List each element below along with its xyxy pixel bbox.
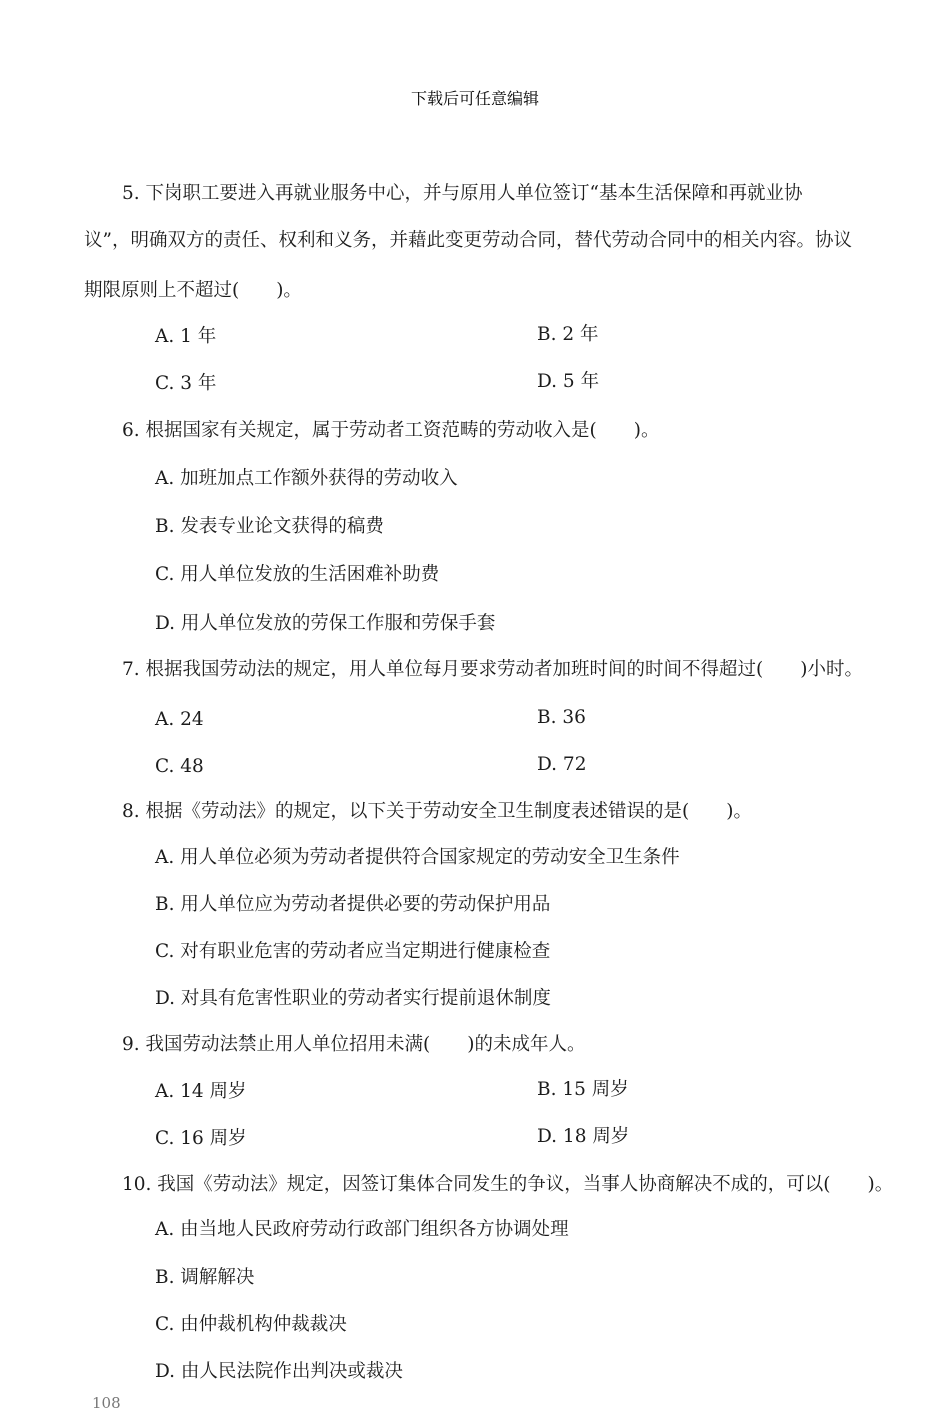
- question-5-line-3: 期限原则上不超过( )。: [84, 280, 302, 301]
- page-header: 下载后可任意编辑: [410, 89, 539, 108]
- question-9-line-1: 9. 我国劳动法禁止用人单位招用未满( )的未成年人。: [122, 1034, 586, 1055]
- question-8-option-a: A. 用人单位必须为劳动者提供符合国家规定的劳动安全卫生条件: [155, 847, 680, 868]
- question-10-option-d: D. 由人民法院作出判决或裁决: [155, 1361, 403, 1382]
- question-10-option-a: A. 由当地人民政府劳动行政部门组织各方协调处理: [155, 1219, 569, 1240]
- question-8-line-1: 8. 根据《劳动法》的规定，以下关于劳动安全卫生制度表述错误的是( )。: [122, 801, 752, 822]
- question-5-option-b: B. 2 年: [537, 324, 599, 345]
- question-8-option-d: D. 对具有危害性职业的劳动者实行提前退休制度: [155, 988, 551, 1009]
- question-5-line-2: 议”，明确双方的责任、权利和义务，并藉此变更劳动合同，替代劳动合同中的相关内容。协议: [84, 230, 852, 251]
- question-8-option-c: C. 对有职业危害的劳动者应当定期进行健康检查: [155, 941, 551, 962]
- question-6-option-d: D. 用人单位发放的劳保工作服和劳保手套: [155, 613, 496, 634]
- question-9-option-c: C. 16 周岁: [155, 1128, 247, 1149]
- question-5-option-a: A. 1 年: [155, 326, 217, 347]
- question-6-line-1: 6. 根据国家有关规定，属于劳动者工资范畴的劳动收入是( )。: [122, 420, 660, 441]
- question-7-option-a: A. 24: [155, 709, 204, 730]
- question-7-line-1: 7. 根据我国劳动法的规定，用人单位每月要求劳动者加班时间的时间不得超过( )小时。: [122, 659, 863, 680]
- question-5-option-d: D. 5 年: [537, 371, 600, 392]
- question-9-option-d: D. 18 周岁: [537, 1126, 630, 1147]
- page-number: 108: [92, 1394, 121, 1412]
- question-9-option-b: B. 15 周岁: [537, 1079, 629, 1100]
- question-7-option-b: B. 36: [537, 707, 586, 728]
- question-6-option-b: B. 发表专业论文获得的稿费: [155, 516, 384, 537]
- question-10-option-b: B. 调解解决: [155, 1267, 255, 1288]
- question-5-option-c: C. 3 年: [155, 373, 217, 394]
- question-10-line-1: 10. 我国《劳动法》规定，因签订集体合同发生的争议，当事人协商解决不成的，可以( )。: [122, 1174, 894, 1195]
- question-8-option-b: B. 用人单位应为劳动者提供必要的劳动保护用品: [155, 894, 551, 915]
- question-6-option-a: A. 加班加点工作额外获得的劳动收入: [155, 468, 458, 489]
- question-9-option-a: A. 14 周岁: [155, 1081, 247, 1102]
- question-6-option-c: C. 用人单位发放的生活困难补助费: [155, 564, 440, 585]
- question-10-option-c: C. 由仲裁机构仲裁裁决: [155, 1314, 347, 1335]
- question-7-option-d: D. 72: [537, 754, 587, 775]
- question-5-line-1: 5. 下岗职工要进入再就业服务中心，并与原用人单位签订“基本生活保障和再就业协: [122, 183, 803, 204]
- question-7-option-c: C. 48: [155, 756, 204, 777]
